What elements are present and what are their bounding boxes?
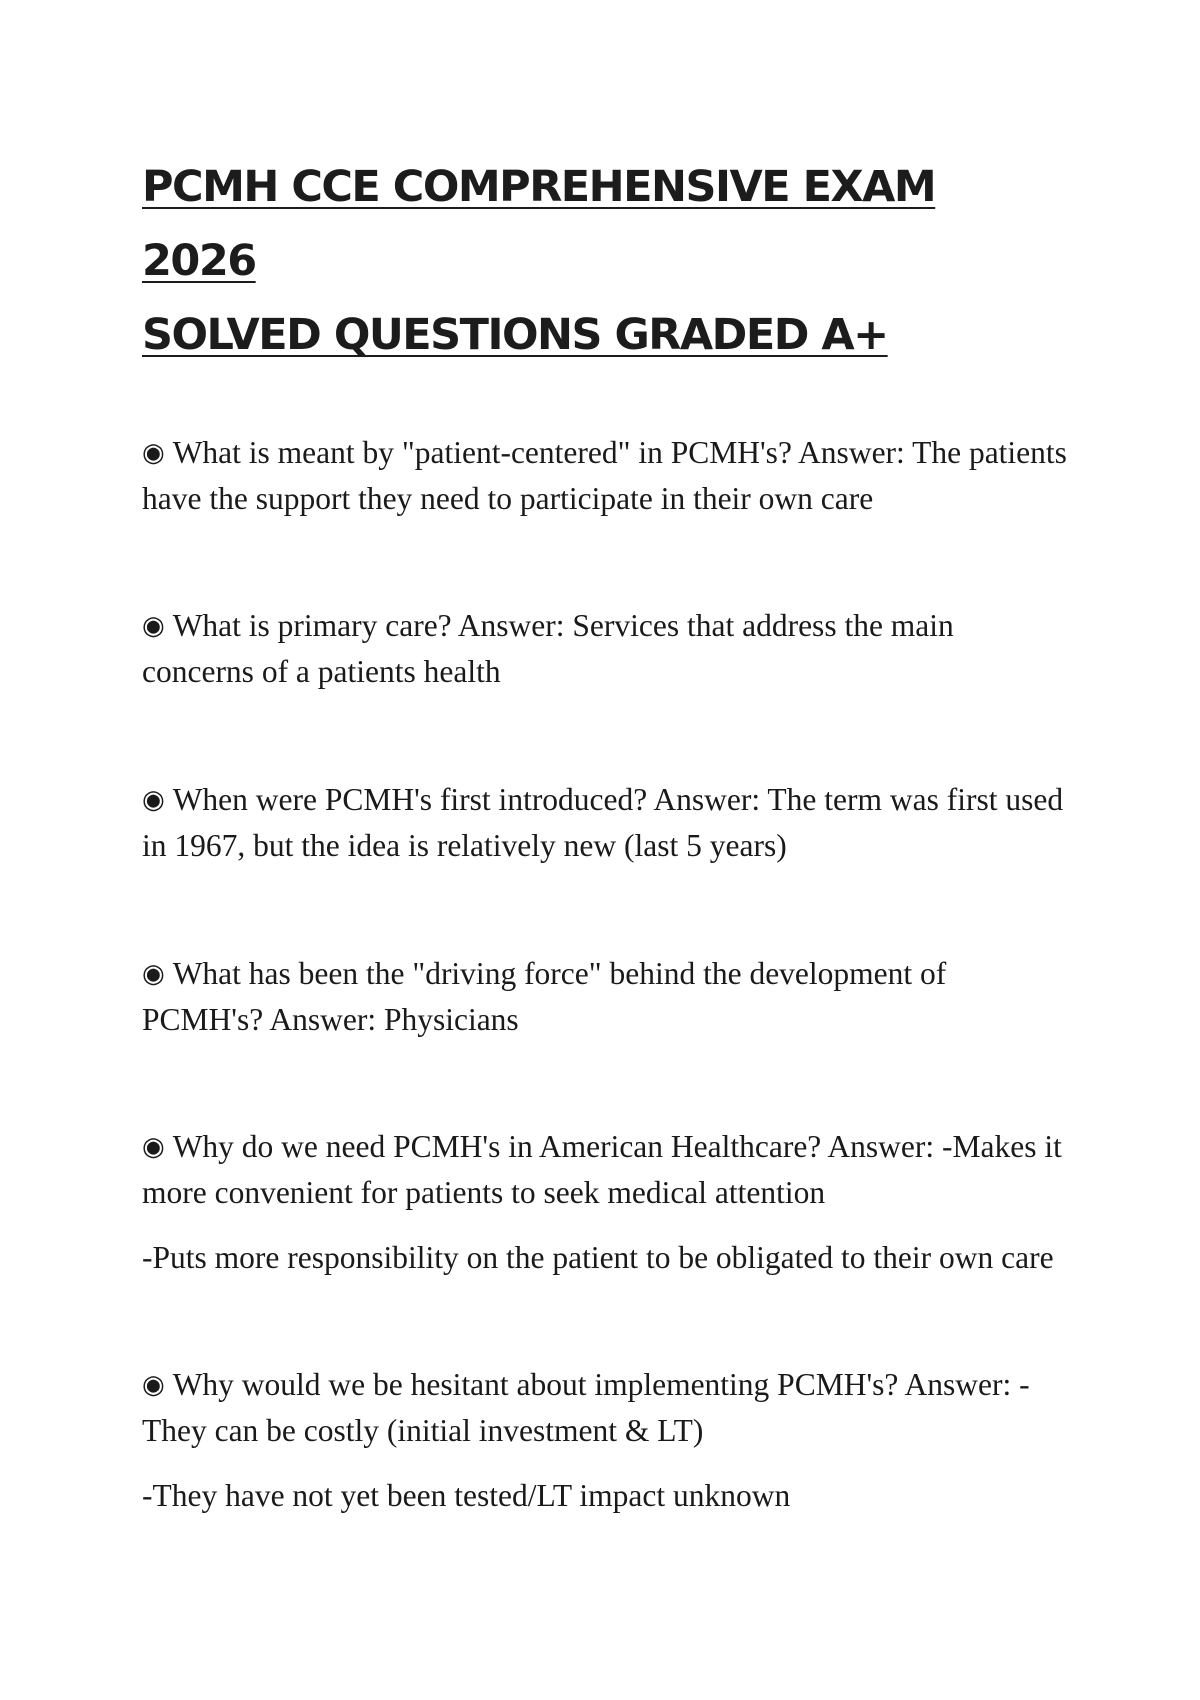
question-text: [142, 777, 1072, 869]
radio-bullet-icon: ◉: [142, 785, 165, 815]
question-answer-text: When were PCMH's first introduced? Answer: The term was first used in 1967, but the idea is relatively new (last 5 years): [142, 782, 1064, 863]
question-item-5: [142, 1124, 1072, 1281]
radio-bullet-icon: ◉: [142, 1132, 165, 1162]
question-answer-text: What is meant by "patient-centered" in PCMH's? Answer: The patients have the support they need to participate in their own care: [142, 435, 1067, 516]
radio-bullet-icon: ◉: [142, 438, 165, 468]
question-text: [142, 430, 1072, 522]
question-answer-text: What is primary care? Answer: Services that address the main concerns of a patients health: [142, 608, 954, 689]
radio-bullet-icon: ◉: [142, 1370, 165, 1400]
answer-extra-line: -Puts more responsibility on the patient to be obligated to their own care: [142, 1240, 1054, 1275]
answer-extra-line: -They have not yet been tested/LT impact unknown: [142, 1478, 791, 1513]
question-answer-text: Why do we need PCMH's in American Healthcare? Answer: -Makes it more convenient for patients to seek medical attention: [142, 1129, 1062, 1210]
question-text: [142, 603, 1072, 695]
question-item-2: [142, 603, 1072, 695]
document-title: [142, 150, 1042, 372]
question-answer-text: Why would we be hesitant about implementing PCMH's? Answer: -They can be costly (initial investment & LT): [142, 1367, 1030, 1448]
title-line-1: PCMH CCE COMPREHENSIVE EXAM 2026: [142, 162, 936, 286]
question-item-1: [142, 430, 1072, 522]
question-text: [142, 951, 1072, 1043]
question-answer-text: What has been the "driving force" behind the development of PCMH's? Answer: Physicians: [142, 956, 947, 1037]
question-item-3: [142, 777, 1072, 869]
title-line-2: SOLVED QUESTIONS GRADED A+: [142, 310, 888, 360]
question-item-4: [142, 951, 1072, 1043]
question-text: [142, 1362, 1072, 1454]
question-text: [142, 1124, 1072, 1216]
radio-bullet-icon: ◉: [142, 611, 165, 641]
question-item-6: [142, 1362, 1072, 1519]
radio-bullet-icon: ◉: [142, 959, 165, 989]
